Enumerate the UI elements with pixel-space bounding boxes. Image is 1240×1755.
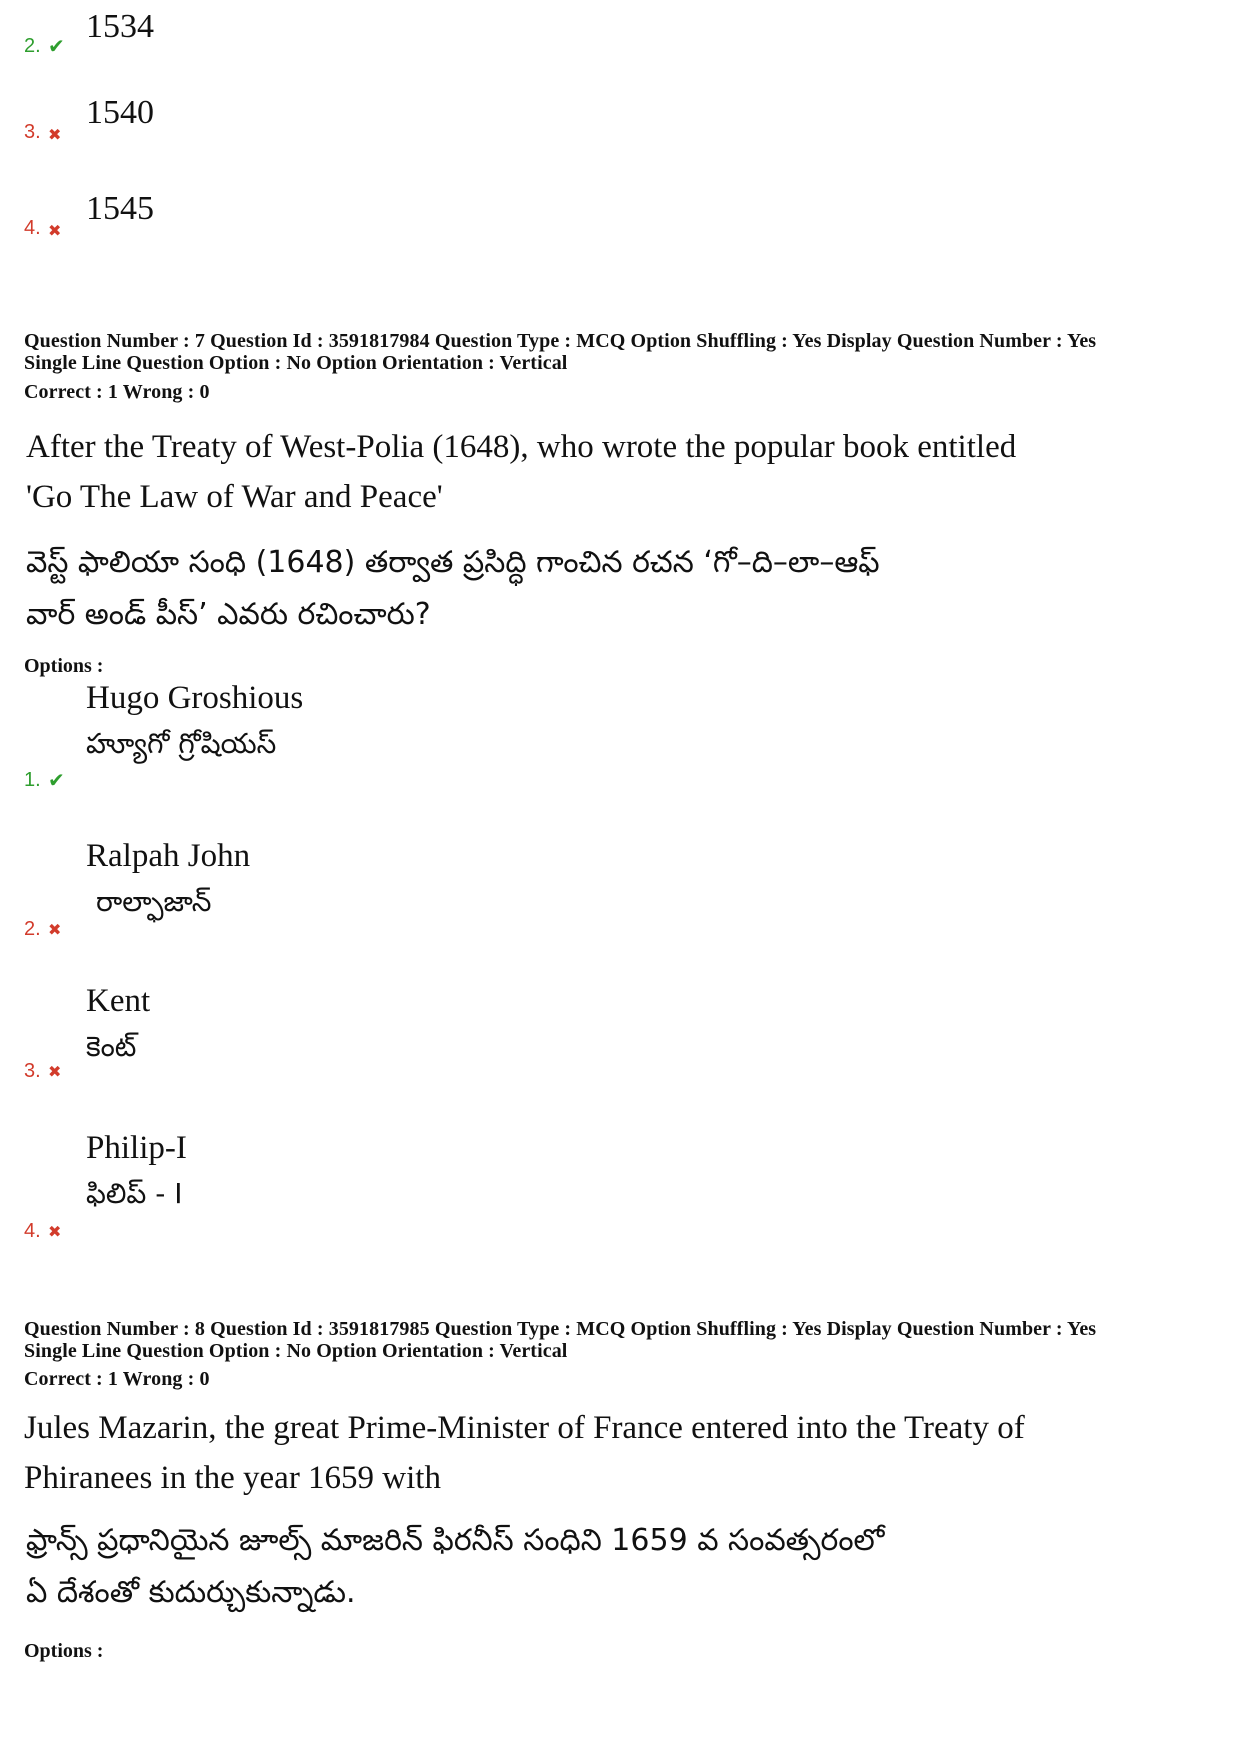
cross-icon: ✖ xyxy=(48,1062,62,1081)
check-icon: ✔ xyxy=(48,34,65,58)
option-row xyxy=(24,94,154,144)
check-icon: ✔ xyxy=(48,768,65,792)
question-text-telugu xyxy=(26,1515,884,1619)
option-content xyxy=(86,675,303,767)
question-meta-line: Question Number : 8 Question Id : 3591817985 Question Type : MCQ Option Shuffling : Yes Display Question Number : Yes xyxy=(24,1318,1097,1340)
option-text-telugu: కెంట్ xyxy=(86,1030,137,1063)
options-label: Options : xyxy=(24,1640,104,1662)
question-meta xyxy=(24,1318,1096,1362)
cross-icon: ✖ xyxy=(48,221,62,240)
option-text-english: Hugo Groshious xyxy=(86,680,304,716)
options-label: Options : xyxy=(24,655,104,677)
option-marker xyxy=(24,918,78,941)
question-line: వార్ అండ్ పీస్’ ఎవరు రచించారు? xyxy=(26,597,431,632)
option-row xyxy=(24,190,154,240)
option-text-english: Kent xyxy=(86,983,151,1019)
option-marker xyxy=(24,1060,78,1083)
question-line: Jules Mazarin, the great Prime-Minister of France entered into the Treaty of xyxy=(24,1410,1025,1446)
question-line: Phiranees in the year 1659 with xyxy=(24,1460,441,1496)
option-content xyxy=(86,978,150,1070)
option-marker xyxy=(24,768,78,792)
question-meta-line: Single Line Question Option : No Option Orientation : Vertical xyxy=(24,1340,568,1362)
option-content xyxy=(86,833,250,925)
question-line: వెస్ట్ ఫాలియా సంధి (1648) తర్వాత ప్రసిద్ధి గాంచిన రచన ‘గో–ది–లా–ఆఫ్ xyxy=(26,545,880,580)
option-text-english: Ralpah John xyxy=(86,838,251,874)
question-text-telugu xyxy=(26,537,880,641)
question-text-english xyxy=(24,1403,1025,1503)
score-meta: Correct : 1 Wrong : 0 xyxy=(24,1368,210,1390)
question-meta-line: Question Number : 7 Question Id : 3591817984 Question Type : MCQ Option Shuffling : Yes Display Question Number : Yes xyxy=(24,330,1097,352)
score-meta: Correct : 1 Wrong : 0 xyxy=(24,381,210,403)
option-row xyxy=(24,8,154,58)
option-number: 3. xyxy=(24,121,41,143)
option-number: 4. xyxy=(24,1220,41,1242)
option-text: 1534 xyxy=(86,8,154,45)
question-line: ఏ దేశంతో కుదుర్చుకున్నాడు. xyxy=(26,1575,356,1610)
cross-icon: ✖ xyxy=(48,125,62,144)
question-line: After the Treaty of West-Polia (1648), who wrote the popular book entitled xyxy=(26,429,1017,465)
option-content xyxy=(86,1125,187,1217)
question-text-english xyxy=(26,422,1016,522)
question-line: 'Go The Law of War and Peace' xyxy=(26,479,443,515)
option-text: 1540 xyxy=(86,94,154,131)
cross-icon: ✖ xyxy=(48,1222,62,1241)
option-text-telugu: హ్యూగో గ్రోషియస్ xyxy=(86,727,277,760)
option-number: 1. xyxy=(24,768,41,791)
option-number: 2. xyxy=(24,918,41,940)
option-marker xyxy=(24,1220,78,1243)
question-line: ఫ్రాన్స్ ప్రధానియైన జూల్స్ మాజరిన్ ఫిరనీస్ సంధిని 1659 వ సంవత్సరంలో xyxy=(26,1523,885,1558)
option-text-telugu: రాల్ఫాజాన్ xyxy=(96,885,212,918)
option-number: 2. xyxy=(24,35,41,57)
option-number: 3. xyxy=(24,1060,41,1082)
question-meta-line: Single Line Question Option : No Option Orientation : Vertical xyxy=(24,352,568,374)
option-text-telugu: ఫిలిప్ - I xyxy=(86,1177,183,1210)
option-text: 1545 xyxy=(86,190,154,227)
option-text-english: Philip-I xyxy=(86,1130,187,1166)
option-number: 4. xyxy=(24,217,41,239)
cross-icon: ✖ xyxy=(48,920,62,939)
question-meta xyxy=(24,330,1096,374)
